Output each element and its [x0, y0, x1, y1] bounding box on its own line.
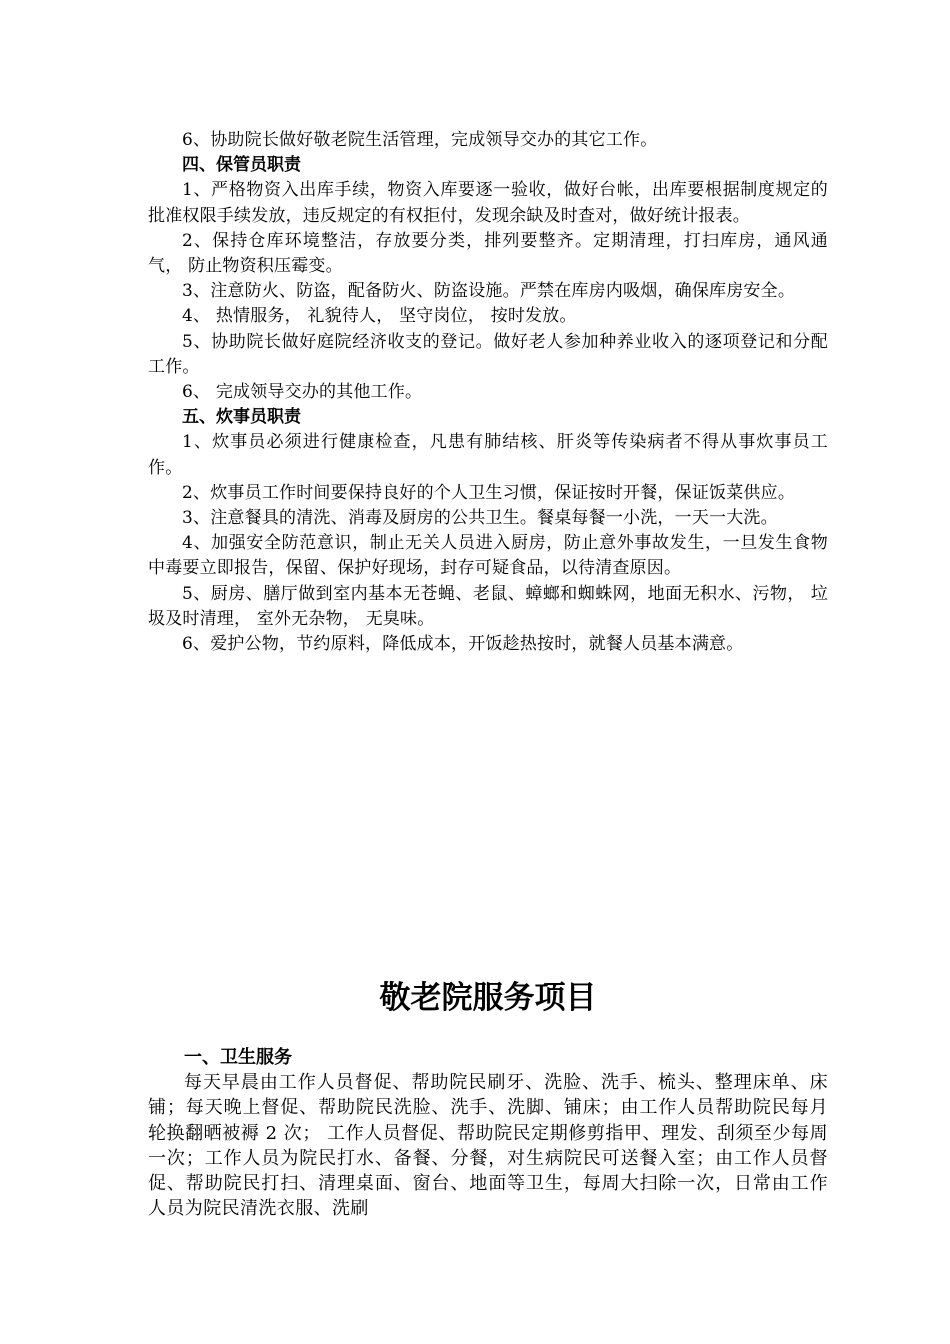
section5-heading: 五、炊事员职责	[182, 407, 301, 428]
hygiene-service-body: 每天早晨由工作人员督促、帮助院民刷牙、洗脸、洗手、梳头、整理床单、床铺；每天晚上督促、帮助院民洗脸、洗手、洗脚、铺床；由工作人员帮助院民每月轮换翻晒被褥 2 次； 工作人员督促、帮助院民定期修剪指甲、理发、刮须至少每周一次；工作人员为院民打水、备餐、分餐，对生病院民可送餐入室；由工作人员督促、帮助院民打扫、清理桌面、窗台、地面等卫生，每周大扫除一次，日常由工作人员为院民清洗衣服、洗刷	[148, 1072, 828, 1220]
section5-item-1: 1、炊事员必须进行健康检查，凡患有肺结核、肝炎等传染病者不得从事炊事员工作。	[148, 432, 828, 478]
section4-item-2: 2、保持仓库环境整洁，存放要分类，排列要整齐。定期清理，打扫库房，通风通气， 防止物资积压霉变。	[148, 230, 828, 277]
section4-item-5: 5、协助院长做好庭院经济收支的登记。做好老人参加种养业收入的逐项登记和分配工作。	[148, 331, 828, 377]
document-title: 敬老院服务项目	[379, 980, 597, 1016]
page-lower-content	[148, 1045, 828, 1221]
section4-item-3: 3、注意防火、防盗，配备防火、防盗设施。严禁在库房内吸烟，确保库房安全。	[182, 281, 796, 302]
section5-item-5: 5、厨房、膳厅做到室内基本无苍蝇、老鼠、蟑螂和蜘蛛网，地面无积水、污物， 垃圾及时清理， 室外无杂物， 无臭味。	[148, 583, 828, 629]
hygiene-service-heading: 一、卫生服务	[184, 1047, 292, 1068]
section5-item-6: 6、爱护公物，节约原料，降低成本，开饭趁热按时，就餐人员基本满意。	[182, 634, 744, 655]
page-upper-content	[148, 128, 828, 657]
section3-item-6: 6、协助院长做好敬老院生活管理，完成领导交办的其它工作。	[182, 130, 658, 150]
section4-heading: 四、保管员职责	[182, 155, 301, 176]
section5-item-4: 4、加强安全防范意识，制止无关人员进入厨房，防止意外事故发生，一旦发生食物中毒要立即报告，保留、保护好现场，封存可疑食品，以待清查原因。	[148, 533, 828, 579]
section5-item-2: 2、炊事员工作时间要保持良好的个人卫生习惯，保证按时开餐，保证饭菜供应。	[182, 482, 796, 503]
section4-item-4: 4、 热情服务， 礼貌待人， 坚守岗位， 按时发放。	[182, 306, 577, 327]
section4-item-6: 6、 完成领导交办的其他工作。	[182, 382, 423, 403]
section5-item-3: 3、注意餐具的清洗、消毒及厨房的公共卫生。餐桌每餐一小洗，一天一大洗。	[182, 508, 778, 529]
section4-item-1: 1、严格物资入出库手续，物资入库要逐一验收，做好台帐，出库要根据制度规定的批准权限手续发放，违反规定的有权拒付，发现余缺及时查对，做好统计报表。	[148, 180, 828, 226]
